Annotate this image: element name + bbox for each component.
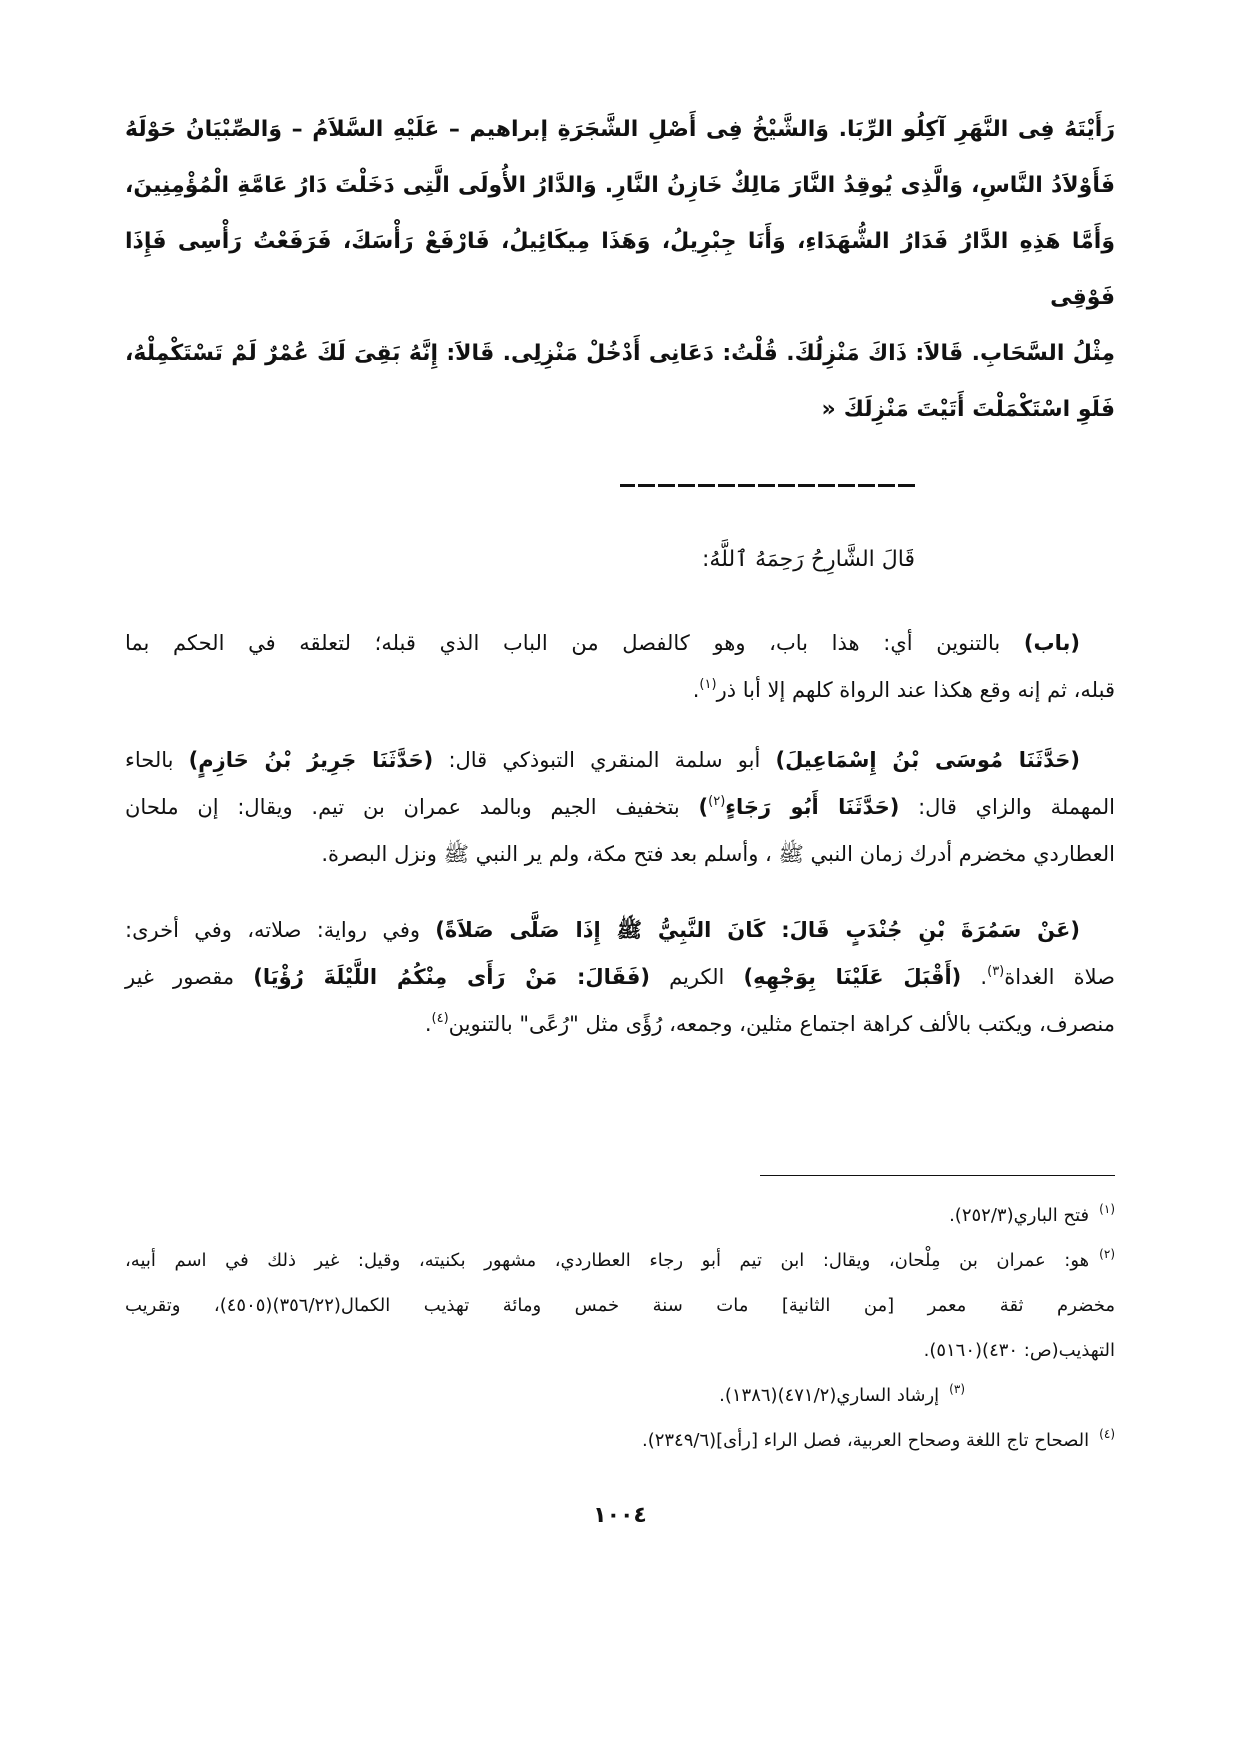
footnote [125,1373,965,1418]
hadith-line: مِثْلُ السَّحَابِ. قَالاَ: ذَاكَ مَنْزِلُكَ. قُلْتُ: دَعَانِى أَدْخُلْ مَنْزِلِى. قَالاَ: إِنَّهُ بَقِىَ لَكَ عُمْرٌ لَمْ تَسْتَكْمِلْهُ، [125,341,1115,366]
paragraph [125,907,1115,1048]
footnote-text: التهذيب(ص: ٤٣٠)(٥١٦٠). [923,1340,1115,1361]
footnote-line [125,1328,1115,1373]
bold-quote: ) [698,795,709,819]
bold-term: (باب) [1023,631,1080,655]
text-run: بالتنوين أي: هذا باب، وهو كالفصل من الباب الذي قبله؛ لتعلقه في الحكم بما [125,631,1024,655]
bold-quote: (عَنْ سَمُرَةَ بْنِ جُنْدَبٍ قَالَ: كَانَ النَّبِيُّ ﷺ إِذَا صَلَّى صَلاَةً) [435,918,1080,942]
footnote-line [125,1373,965,1418]
hadith-line: رَأَيْتَهُ فِى النَّهَرِ آكِلُو الرِّبَا. وَالشَّيْخُ فِى أَصْلِ الشَّجَرَةِ إبراهيم – عَلَيْهِ السَّلاَمُ – وَالصِّبْيَانُ حَوْلَهُ [125,117,1115,142]
text-line [125,954,1115,1001]
footnote-ref: (٣) [987,964,1005,979]
hadith-line: فَأَوْلاَدُ النَّاسِ، وَالَّذِى يُوقِدُ النَّارَ مَالِكٌ خَازِنُ النَّارِ. وَالدَّارُ الأُولَى الَّتِى دَخَلْتَ دَارُ عَامَّةِ الْمُؤْمِنِينَ، [125,173,1115,198]
text-run: مقصور غير [125,965,254,989]
footnote-text: هو: عمران بن مِلْحان، ويقال: ابن تيم أبو رجاء العطاردي، مشهور بكنيته، وقيل: غير ذلك في اسم أبيه، [125,1250,1090,1271]
paragraph [125,620,1115,714]
footnote-marker: (٤) [1099,1427,1115,1441]
footnote-line [125,1418,1115,1463]
text-run: العطاردي مخضرم أدرك زمان النبي ﷺ ، وأسلم بعد فتح مكة، ولم ير النبي ﷺ ونزل البصرة. [321,842,1115,866]
text-run: . [424,1012,432,1036]
text-line [125,737,1115,784]
footnote-ref: (١) [699,677,717,692]
footnote-text: الصحاح تاج اللغة وصحاح العربية، فصل الراء [رأى](٢٣٤٩/٦). [641,1430,1090,1451]
hadith-line [125,382,1115,438]
bold-quote: (حَدَّثَنَا أَبُو رَجَاءٍ [725,795,900,819]
footnote-ref: (٢) [708,794,726,809]
commentary-heading: قَالَ الشَّارِحُ رَحِمَهُ ٱللَّهُ: [702,547,915,572]
footnote-line [125,1283,1115,1328]
text-run: منصرف، ويكتب بالألف كراهة اجتماع مثلين، وجمعه، رُؤًى مثل "رُعًى" بالتنوين [448,1012,1115,1036]
text-line [125,784,1115,831]
text-run: أبو سلمة المنقري التبوذكي قال: [433,748,776,772]
text-run: الكريم [649,965,744,989]
hadith-block [125,102,1115,438]
text-run: بتخفيف الجيم وبالمد عمران بن تيم. ويقال: إن ملحان [125,795,699,819]
footnote-text: مخضرم ثقة معمر [من الثانية] مات سنة خمس ومائة تهذيب الكمال(٣٥٦/٢٢)(٤٥٠٥)، وتقريب [125,1295,1115,1316]
footnote-marker: (٣) [949,1382,965,1396]
text-run: بالحاء [125,748,189,772]
bold-quote: (حَدَّثَنَا جَرِيرُ بْنُ حَازِمٍ) [188,748,434,772]
footnote [125,1193,1115,1238]
footnote [125,1238,1115,1373]
text-run: صلاة الغداة [1004,965,1115,989]
bold-quote: (أَقْبَلَ عَلَيْنَا بِوَجْهِهِ) [743,965,962,989]
footnote-line [125,1238,1115,1283]
text-line [125,667,1115,714]
bold-quote: (حَدَّثَنَا مُوسَى بْنُ إِسْمَاعِيلَ) [775,748,1081,772]
footnote-ref: (٤) [431,1011,449,1026]
footnote-text: إرشاد الساري(٤٧١/٢)(١٣٨٦). [719,1385,940,1406]
section-divider [620,484,915,487]
footnote [125,1418,1115,1463]
bold-quote: (فَقَالَ: مَنْ رَأَى مِنْكُمُ اللَّيْلَةَ رُؤْيَا) [253,965,650,989]
footnotes [125,1193,1115,1463]
text-run: المهملة والزاي قال: [899,795,1115,819]
paragraph [125,737,1115,878]
text-line [125,620,1115,667]
footnote-line [125,1193,1115,1238]
hadith-line: وَأَمَّا هَذِهِ الدَّارُ فَدَارُ الشُّهَدَاءِ، وَأَنَا جِبْرِيلُ، وَهَذَا مِيكَائِيلُ، فَارْفَعْ رَأْسَكَ، فَرَفَعْتُ رَأْسِى فَإِذَا فَوْقِى [125,229,1115,310]
page-number: ١٠٠٤ [593,1503,647,1528]
footnote-separator [760,1175,1115,1176]
footnote-marker: (٢) [1099,1247,1115,1261]
text-line [125,831,1115,878]
text-line [125,1001,1115,1048]
footnote-text: فتح الباري(٢٥٢/٣). [949,1205,1090,1226]
closing-quote: » [821,397,836,422]
hadith-line-text: فَلَوِ اسْتَكْمَلْتَ أَتَيْتَ مَنْزِلَكَ [843,397,1115,422]
text-run: وفي رواية: صلاته، وفي أخرى: [125,918,436,942]
footnote-marker: (١) [1099,1202,1115,1216]
text-run: . [961,965,988,989]
text-line [125,907,1115,954]
text-run: . [692,678,700,702]
text-run: قبله، ثم إنه وقع هكذا عند الرواة كلهم إلا أبا ذر [716,678,1115,702]
